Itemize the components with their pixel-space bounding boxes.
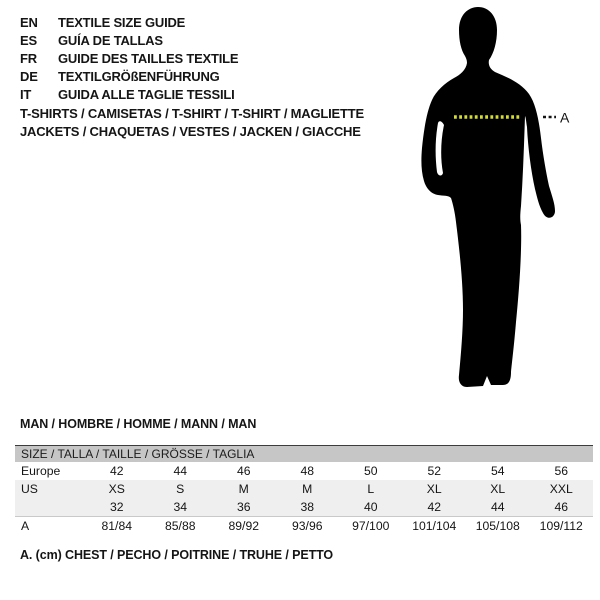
- section-title-man: MAN / HOMBRE / HOMME / MANN / MAN: [20, 417, 257, 431]
- language-label: TEXTILGRÖßENFÜHRUNG: [58, 68, 220, 84]
- table-cell: 42: [109, 464, 124, 478]
- language-label: GUIDA ALLE TAGLIE TESSILI: [58, 86, 235, 102]
- measurement-footnote: A. (cm) CHEST / PECHO / POITRINE / TRUHE / PETTO: [20, 548, 334, 562]
- table-cell: XL: [426, 482, 442, 496]
- table-row-us: [15, 480, 593, 498]
- table-row-europe: [15, 462, 593, 480]
- language-label: GUIDE DES TAILLES TEXTILE: [58, 50, 239, 66]
- table-cell: 56: [554, 464, 569, 478]
- language-label: TEXTILE SIZE GUIDE: [58, 14, 186, 30]
- category-tshirts: T-SHIRTS / CAMISETAS / T-SHIRT / T-SHIRT / MAGLIETTE: [20, 105, 364, 121]
- table-cell: 81/84: [101, 519, 132, 533]
- table-cell: 46: [236, 464, 251, 478]
- language-label: GUÍA DE TALLAS: [58, 32, 163, 48]
- table-cell: 36: [236, 500, 251, 514]
- table-cell: M: [302, 482, 313, 496]
- language-row: [20, 49, 238, 67]
- table-cell: 44: [173, 464, 188, 478]
- table-cell: 48: [300, 464, 315, 478]
- table-cell: 42: [427, 500, 442, 514]
- table-cell: 97/100: [352, 519, 390, 533]
- man-body-shape: [421, 7, 555, 387]
- table-cell: S: [176, 482, 185, 496]
- table-cell: 40: [363, 500, 378, 514]
- table-cell: M: [238, 482, 249, 496]
- language-code: FR: [20, 50, 37, 66]
- table-cell: L: [367, 482, 375, 496]
- language-code: ES: [20, 32, 37, 48]
- table-cell: 34: [173, 500, 188, 514]
- row-label: Europe: [21, 464, 61, 478]
- table-cell: 109/112: [539, 519, 583, 533]
- category-jackets: JACKETS / CHAQUETAS / VESTES / JACKEN / GIACCHE: [20, 124, 361, 140]
- table-cell: XS: [108, 482, 125, 496]
- measure-label-a: A: [560, 109, 570, 126]
- man-silhouette: [393, 0, 593, 400]
- row-label: A: [21, 519, 30, 533]
- table-cell: 52: [427, 464, 442, 478]
- language-row: [20, 31, 238, 49]
- language-code: IT: [20, 86, 32, 102]
- language-row: [20, 85, 238, 103]
- language-row: [20, 67, 238, 85]
- table-cell: 38: [300, 500, 315, 514]
- table-cell: 101/104: [412, 519, 457, 533]
- table-row-us-numeric: [15, 498, 593, 516]
- table-cell: 44: [490, 500, 505, 514]
- category-list: [20, 104, 364, 141]
- language-row: [20, 13, 238, 31]
- table-cell: 93/96: [292, 519, 323, 533]
- size-table: [15, 445, 593, 535]
- language-guide: [20, 13, 238, 103]
- table-cell: 50: [363, 464, 378, 478]
- table-row-chest-a: [15, 516, 593, 535]
- table-cell: 85/88: [165, 519, 196, 533]
- row-label: US: [21, 482, 38, 496]
- table-cell: 46: [554, 500, 569, 514]
- table-cell: 89/92: [228, 519, 259, 533]
- size-table-header: SIZE / TALLA / TAILLE / GRÖSSE / TAGLIA: [15, 445, 593, 462]
- table-cell: 54: [490, 464, 505, 478]
- table-cell: XL: [490, 482, 506, 496]
- language-code: DE: [20, 68, 38, 84]
- table-cell: XXL: [549, 482, 573, 496]
- language-code: EN: [20, 14, 38, 30]
- table-cell: 105/108: [475, 519, 520, 533]
- table-cell: 32: [109, 500, 124, 514]
